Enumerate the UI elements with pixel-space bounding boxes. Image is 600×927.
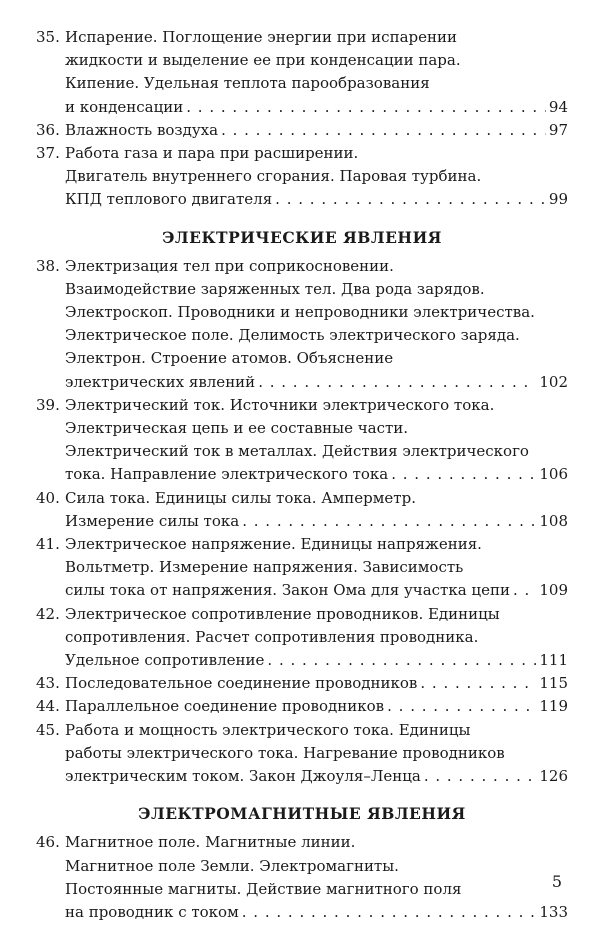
toc-entry[interactable] — [36, 603, 568, 673]
entry-title-line: Взаимодействие заряженных тел. Два рода зарядов. — [65, 279, 485, 298]
toc-entry[interactable] — [36, 719, 568, 789]
entry-title-line: Сила тока. Единицы силы тока. Амперметр. — [65, 488, 416, 507]
toc-entry[interactable] — [36, 142, 568, 212]
entry-title-line: Работа газа и пара при расширении. — [65, 144, 359, 163]
entry-number: 38. — [36, 256, 60, 275]
entry-title-line: Кипение. Удельная теплота парообразования — [65, 74, 430, 93]
entry-title-last-line: силы тока от напряжения. Закон Ома для участка цепи — [65, 581, 510, 600]
entry-title-line: Электризация тел при соприкосновении. — [65, 256, 394, 275]
entry-title-last-line: КПД теплового двигателя — [65, 190, 273, 209]
dot-leader — [513, 579, 536, 602]
toc-entry[interactable] — [36, 394, 568, 487]
table-of-contents — [36, 26, 568, 924]
entry-page: 126 — [539, 767, 568, 786]
entry-number: 43. — [36, 674, 60, 693]
dot-leader — [275, 188, 546, 211]
entry-title-line: сопротивления. Расчет сопротивления проводника. — [65, 627, 479, 646]
toc-entry[interactable] — [36, 255, 568, 394]
entry-number: 40. — [36, 488, 60, 507]
entry-title-last-line: на проводник с током — [65, 902, 239, 921]
entry-title-line: Работа и мощность электрического тока. Единицы — [65, 720, 471, 739]
entry-title-last-line: Параллельное соединение проводников — [65, 697, 385, 716]
entry-page: 99 — [548, 190, 568, 209]
dot-leader — [387, 695, 536, 718]
entry-title-last-line: Измерение силы тока — [65, 511, 240, 530]
entry-title-last-line: электрическим током. Закон Джоуля–Ленца — [65, 767, 421, 786]
entry-title-line: жидкости и выделение ее при конденсации пара. — [65, 51, 461, 70]
entry-title-line: Электрический ток в металлах. Действия электрического — [65, 442, 529, 461]
entry-title-last-line: тока. Направление электрического тока — [65, 465, 389, 484]
entry-page: 106 — [539, 465, 568, 484]
entry-page: 109 — [539, 581, 568, 600]
toc-entry[interactable] — [36, 695, 568, 718]
entry-title-last-line: и конденсации — [65, 97, 184, 116]
dot-leader — [258, 371, 536, 394]
entry-title-line: Магнитное поле. Магнитные линии. — [65, 833, 356, 852]
entry-title-line: Электроскоп. Проводники и непроводники электричества. — [65, 303, 535, 322]
dot-leader — [242, 510, 536, 533]
toc-entry[interactable] — [36, 672, 568, 695]
dot-leader — [267, 649, 536, 672]
entry-title-last-line: Удельное сопротивление — [65, 651, 265, 670]
dot-leader — [391, 463, 536, 486]
entry-title-line: Электрическое поле. Делимость электрического заряда. — [65, 326, 520, 345]
entry-page: 94 — [548, 97, 568, 116]
entry-page: 102 — [539, 372, 568, 391]
entry-title-line: Магнитное поле Земли. Электромагниты. — [65, 856, 399, 875]
entry-number: 39. — [36, 395, 60, 414]
entry-number: 46. — [36, 833, 60, 852]
toc-entry[interactable] — [36, 26, 568, 119]
entry-number: 35. — [36, 28, 60, 46]
entry-number: 37. — [36, 144, 60, 163]
entry-title-line: Вольтметр. Измерение напряжения. Зависимость — [65, 558, 464, 577]
dot-leader — [242, 901, 537, 924]
entry-title-line: работы электрического тока. Нагревание проводников — [65, 743, 505, 762]
entry-title-line: Электрон. Строение атомов. Объяснение — [65, 349, 394, 368]
entry-page: 115 — [539, 674, 568, 693]
entry-page: 108 — [539, 511, 568, 530]
entry-page: 111 — [539, 651, 568, 670]
dot-leader — [221, 119, 546, 142]
entry-number: 36. — [36, 120, 60, 139]
entry-title-line: Электрический ток. Источники электрического тока. — [65, 395, 495, 414]
section-heading: ЭЛЕКТРИЧЕСКИЕ ЯВЛЕНИЯ — [162, 227, 442, 247]
entry-number: 44. — [36, 697, 60, 716]
section-heading: ЭЛЕКТРОМАГНИТНЫЕ ЯВЛЕНИЯ — [138, 804, 466, 824]
entry-page: 119 — [539, 697, 568, 716]
dot-leader — [420, 672, 536, 695]
toc-entry[interactable] — [36, 831, 568, 924]
entry-title-last-line: Последовательное соединение проводников — [65, 674, 418, 693]
entry-page: 97 — [548, 120, 568, 139]
entry-title-line: Электрическое сопротивление проводников. Единицы — [65, 604, 500, 623]
page-number: 5 — [551, 872, 562, 891]
entry-title-last-line: Влажность воздуха — [65, 120, 219, 139]
entry-number: 42. — [36, 604, 60, 623]
entry-title-last-line: электрических явлений — [65, 372, 256, 391]
entry-title-line: Электрическая цепь и ее составные части. — [65, 419, 409, 438]
entry-title-line: Электрическое напряжение. Единицы напряжения. — [65, 535, 482, 554]
entry-title-line: Испарение. Поглощение энергии при испарении — [65, 28, 457, 46]
toc-entry[interactable] — [36, 119, 568, 142]
dot-leader — [186, 96, 546, 119]
dot-leader — [424, 765, 537, 788]
entry-title-line: Двигатель внутреннего сгорания. Паровая турбина. — [65, 167, 482, 186]
entry-page: 133 — [539, 902, 568, 921]
entry-number: 41. — [36, 535, 60, 554]
entry-title-line: Постоянные магниты. Действие магнитного поля — [65, 879, 462, 898]
entry-number: 45. — [36, 720, 60, 739]
toc-entry[interactable] — [36, 487, 568, 533]
toc-entry[interactable] — [36, 533, 568, 603]
